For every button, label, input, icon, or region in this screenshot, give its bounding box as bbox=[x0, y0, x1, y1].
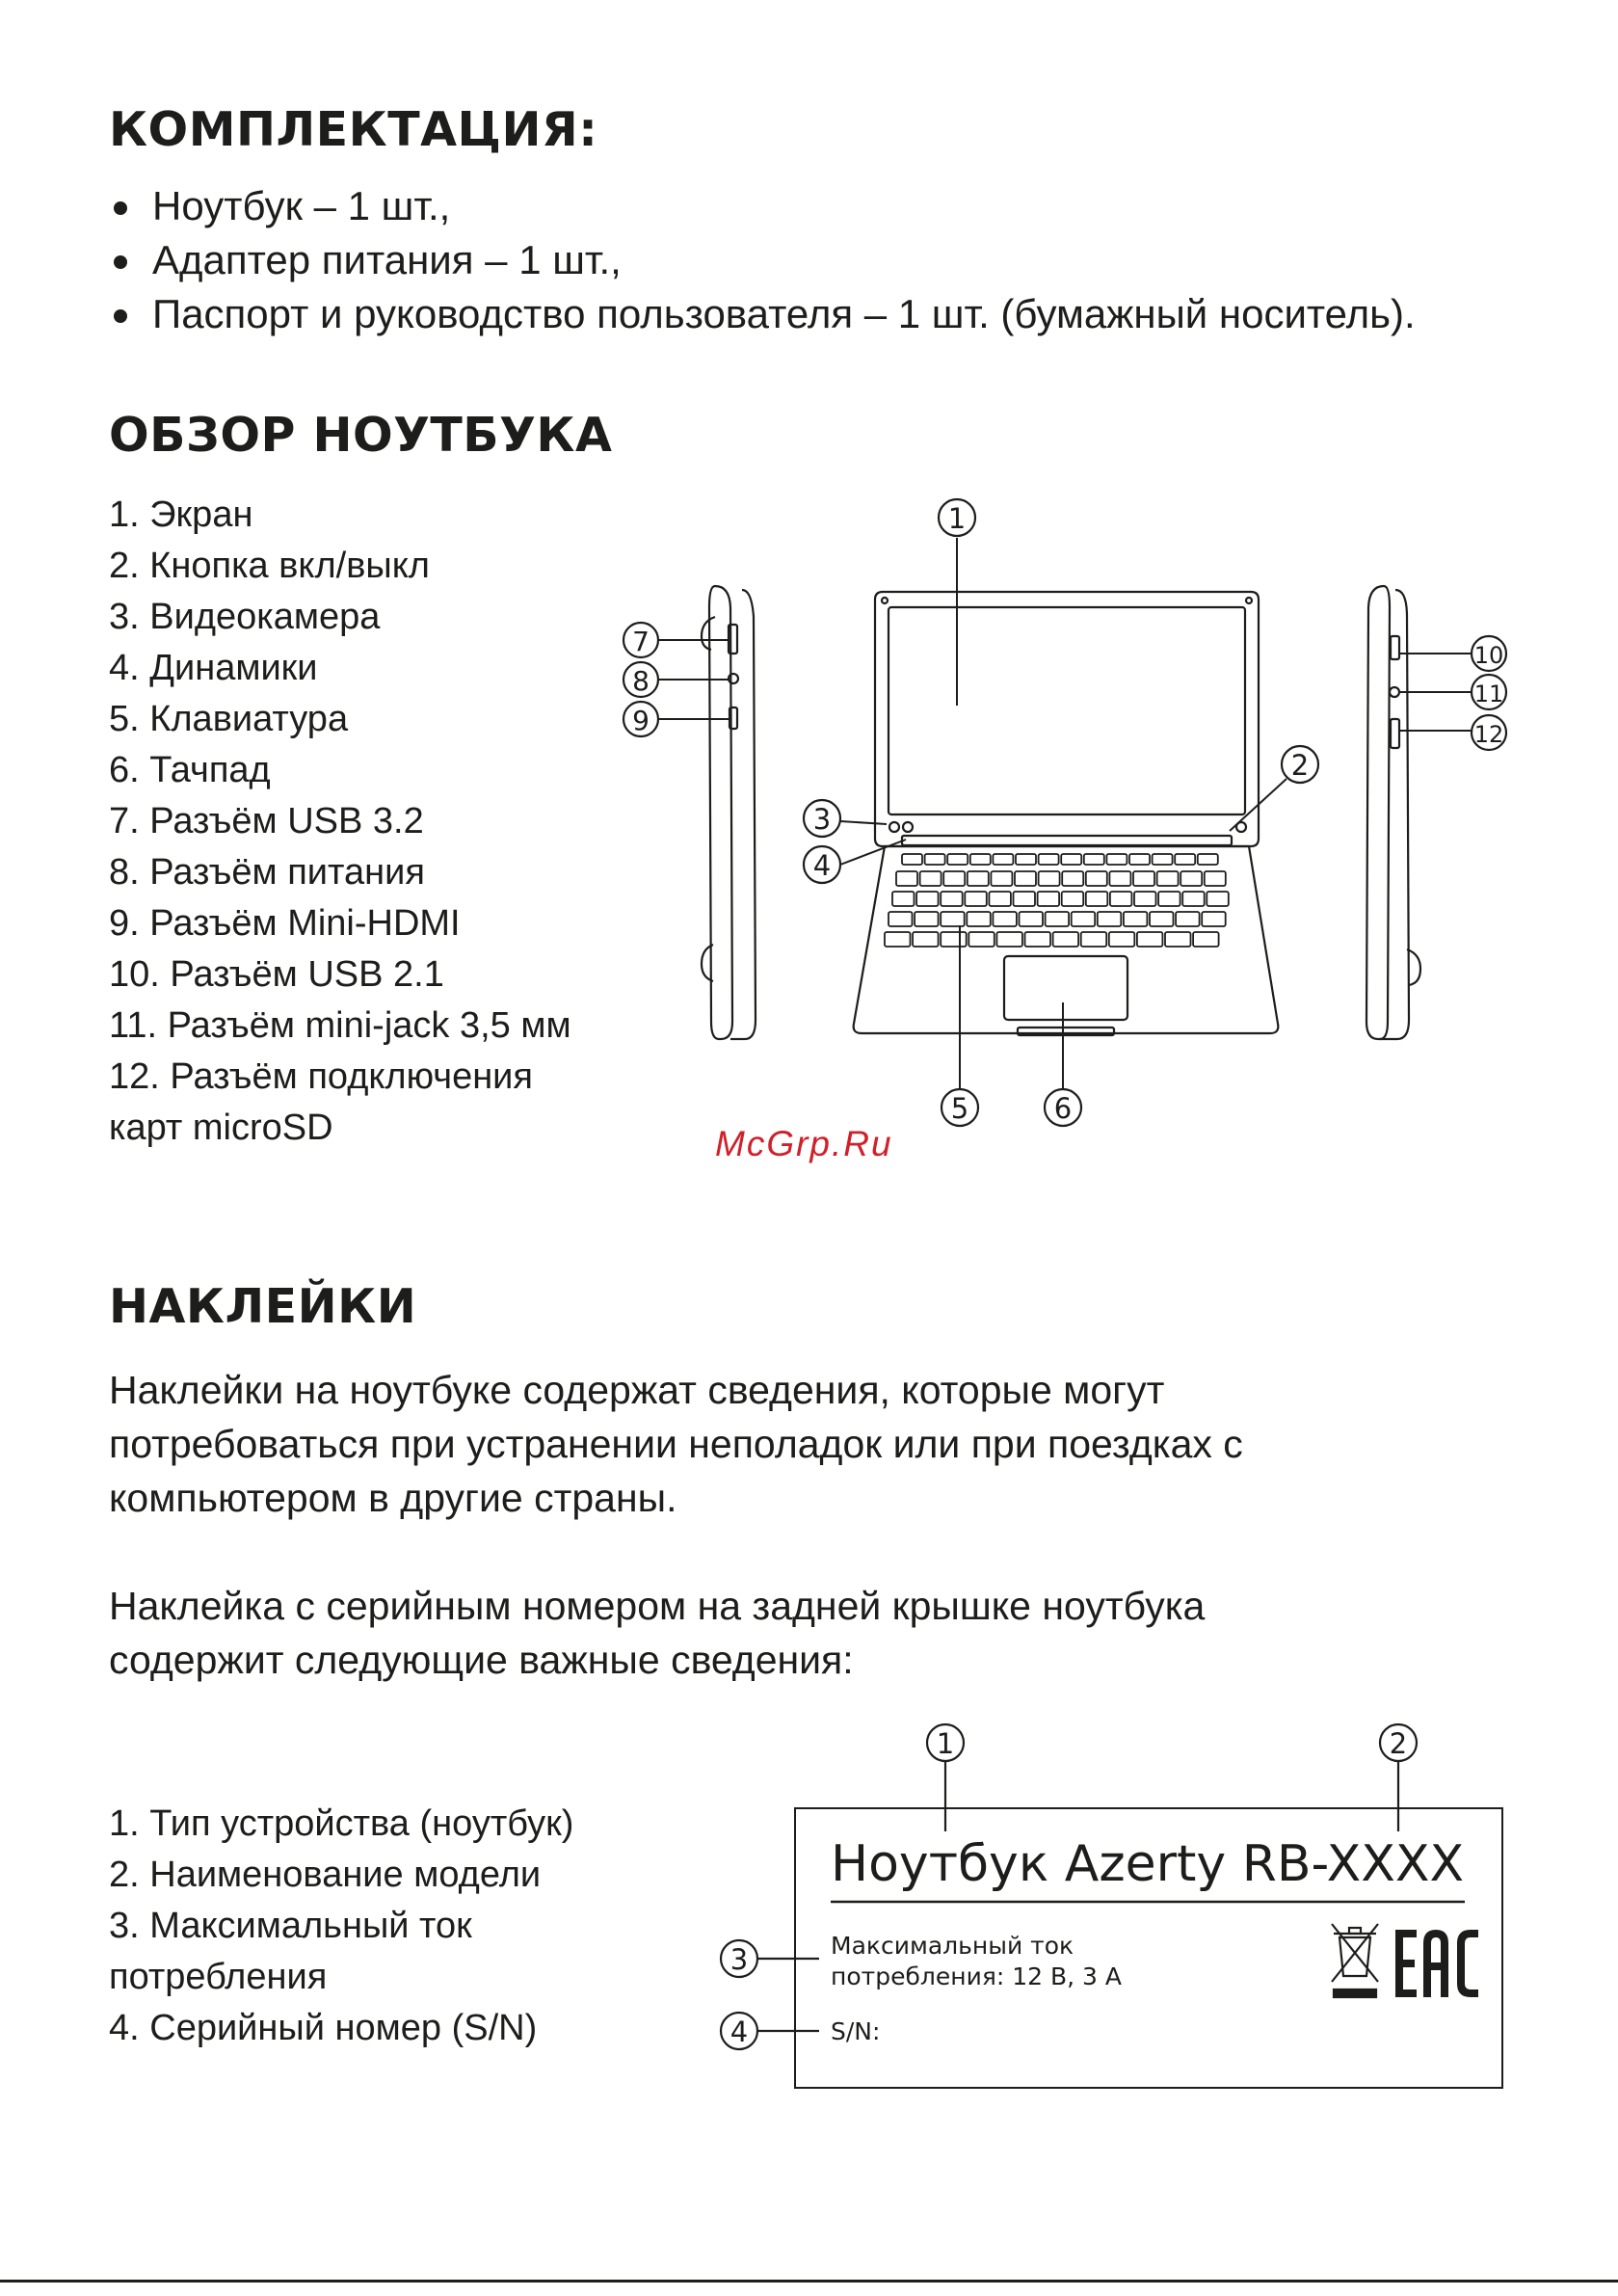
stickers-paragraph-1: Наклейки на ноутбуке содержат сведения, которые могут потребоваться при устранении неполадок или при поездках с компьютером в другие страны. bbox=[109, 1368, 1243, 1520]
keyboard-key bbox=[1039, 854, 1059, 865]
callout-1 bbox=[939, 499, 975, 536]
keyboard-key bbox=[968, 932, 995, 947]
list-item: 8. Разъём питания bbox=[109, 852, 425, 893]
callout-11 bbox=[1472, 675, 1506, 709]
keyboard-key bbox=[1165, 932, 1191, 947]
keyboard-key bbox=[993, 912, 1017, 926]
list-item: 3. Максимальный ток bbox=[109, 1906, 472, 1946]
label-current-line2: потребления: 12 В, 3 А bbox=[831, 1962, 1122, 1990]
keyboard-key bbox=[1205, 871, 1226, 886]
svg-text:4: 4 bbox=[729, 2016, 749, 2048]
svg-text:7: 7 bbox=[632, 626, 650, 657]
keyboard-key bbox=[1182, 892, 1205, 906]
keyboard-key bbox=[947, 854, 968, 865]
keyboard-key bbox=[1081, 932, 1107, 947]
callout-5 bbox=[942, 1089, 978, 1126]
keyboard-key bbox=[991, 871, 1012, 886]
keyboard-key bbox=[970, 854, 991, 865]
keyboard-key bbox=[1198, 854, 1218, 865]
keyboard-key bbox=[889, 912, 913, 926]
keyboard-key bbox=[1109, 871, 1130, 886]
bottom-rule bbox=[0, 2280, 1618, 2283]
list-item: 2. Наименование модели bbox=[109, 1855, 542, 1895]
keyboard-key bbox=[1062, 892, 1084, 906]
svg-text:11: 11 bbox=[1473, 681, 1504, 707]
svg-text:1: 1 bbox=[947, 502, 967, 535]
keyboard-key bbox=[1098, 912, 1122, 926]
keyboard-key bbox=[1020, 912, 1044, 926]
keyboard-key bbox=[1153, 854, 1173, 865]
svg-text:10: 10 bbox=[1473, 642, 1504, 669]
keyboard-key bbox=[1157, 871, 1179, 886]
section-title-overview: ОБЗОР НОУТБУКА bbox=[109, 408, 613, 463]
section-title-stickers: НАКЛЕЙКИ bbox=[109, 1279, 417, 1334]
stickers-paragraph-2: Наклейка с серийным номером на задней крышке ноутбука содержит следующие важные сведения: bbox=[109, 1584, 1206, 1682]
keyboard-key bbox=[915, 912, 939, 926]
keyboard-key bbox=[1025, 932, 1051, 947]
keyboard-key bbox=[941, 912, 965, 926]
keyboard-key bbox=[1124, 912, 1148, 926]
keyboard-key bbox=[1061, 854, 1081, 865]
keyboard-key bbox=[1016, 854, 1036, 865]
list-item: 1. Тип устройства (ноутбук) bbox=[109, 1803, 574, 1844]
list-item: Паспорт и руководство пользователя – 1 шт. (бумажный носитель). bbox=[109, 287, 1416, 341]
svg-text:1: 1 bbox=[936, 1727, 955, 1760]
list-item: 10. Разъём USB 2.1 bbox=[109, 954, 444, 995]
weee-bin-icon bbox=[1332, 1924, 1378, 1997]
keyboard bbox=[885, 854, 1229, 947]
list-item: потребления bbox=[109, 1957, 328, 1997]
list-item: карт microSD bbox=[109, 1108, 333, 1148]
list-item: Ноутбук – 1 шт., bbox=[109, 179, 1416, 233]
callout-9 bbox=[623, 702, 658, 736]
callout-12 bbox=[1472, 715, 1506, 750]
label-callout-3 bbox=[721, 1940, 757, 1977]
callout-2 bbox=[1282, 746, 1318, 783]
keyboard-key bbox=[1133, 871, 1154, 886]
keyboard-key bbox=[1202, 912, 1226, 926]
keyboard-key bbox=[1046, 912, 1070, 926]
keyboard-key bbox=[968, 871, 989, 886]
svg-text:3: 3 bbox=[729, 1943, 749, 1976]
list-item: 5. Клавиатура bbox=[109, 699, 349, 739]
svg-text:2: 2 bbox=[1389, 1727, 1408, 1760]
callout-3 bbox=[804, 800, 840, 837]
keyboard-key bbox=[1175, 854, 1195, 865]
keyboard-key bbox=[1039, 871, 1060, 886]
svg-text:2: 2 bbox=[1290, 749, 1310, 782]
keyboard-key bbox=[1038, 892, 1060, 906]
callouts bbox=[623, 499, 1506, 1126]
list-item: 3. Видеокамера bbox=[109, 597, 381, 637]
svg-text:5: 5 bbox=[950, 1092, 969, 1125]
callout-8 bbox=[623, 662, 658, 697]
laptop-screen bbox=[875, 592, 1259, 846]
svg-text:12: 12 bbox=[1473, 721, 1504, 748]
callout-4 bbox=[804, 846, 840, 883]
keyboard-key bbox=[1137, 932, 1163, 947]
keyboard-key bbox=[916, 892, 939, 906]
label-callout-2 bbox=[1380, 1724, 1417, 1761]
keyboard-key bbox=[1014, 892, 1036, 906]
keyboard-key bbox=[1086, 892, 1108, 906]
label-callout-4 bbox=[721, 2013, 757, 2049]
list-item: 4. Динамики bbox=[109, 648, 318, 688]
keyboard-key bbox=[1084, 854, 1104, 865]
keyboard-key bbox=[896, 871, 917, 886]
keyboard-key bbox=[925, 854, 945, 865]
callout-10 bbox=[1472, 636, 1506, 671]
keyboard-key bbox=[1110, 892, 1132, 906]
keyboard-key bbox=[993, 854, 1013, 865]
keyboard-key bbox=[1129, 854, 1150, 865]
svg-text:8: 8 bbox=[632, 665, 650, 697]
keyboard-key bbox=[1072, 912, 1096, 926]
keyboard-key bbox=[1109, 932, 1135, 947]
keyboard-key bbox=[1106, 854, 1127, 865]
keyboard-key bbox=[1158, 892, 1180, 906]
eac-mark-icon bbox=[1395, 1930, 1478, 1997]
keyboard-key bbox=[892, 892, 915, 906]
keyboard-key bbox=[1086, 871, 1107, 886]
keyboard-key bbox=[943, 871, 965, 886]
keyboard-key bbox=[965, 892, 987, 906]
callout-7 bbox=[623, 623, 658, 657]
keyboard-key bbox=[1053, 932, 1079, 947]
label-sn: S/N: bbox=[831, 2017, 881, 2045]
section-title-equipment: КОМПЛЕКТАЦИЯ: bbox=[109, 102, 598, 157]
keyboard-key bbox=[1150, 912, 1174, 926]
sticker-fields-list bbox=[109, 1799, 573, 2054]
keyboard-key bbox=[967, 912, 991, 926]
svg-text:9: 9 bbox=[632, 705, 650, 736]
keyboard-key bbox=[920, 871, 942, 886]
keyboard-key bbox=[1134, 892, 1156, 906]
list-item: Адаптер питания – 1 шт., bbox=[109, 233, 1416, 287]
keyboard-key bbox=[941, 932, 967, 947]
watermark: McGrp.Ru bbox=[715, 1124, 893, 1163]
keyboard-key bbox=[941, 892, 963, 906]
keyboard-key bbox=[1180, 871, 1202, 886]
svg-text:6: 6 bbox=[1053, 1092, 1073, 1125]
list-item: 6. Тачпад bbox=[109, 750, 271, 790]
keyboard-key bbox=[989, 892, 1011, 906]
keyboard-key bbox=[913, 932, 939, 947]
callout-6 bbox=[1045, 1089, 1081, 1126]
keyboard-key bbox=[1193, 932, 1219, 947]
keyboard-key bbox=[902, 854, 922, 865]
sticker-label-diagram bbox=[675, 1706, 1542, 2111]
keyboard-key bbox=[1207, 892, 1229, 906]
label-model-text: Ноутбук Azerty RB-XXXX bbox=[831, 1835, 1465, 1893]
keyboard-key bbox=[1015, 871, 1036, 886]
keyboard-key bbox=[996, 932, 1022, 947]
keyboard-key bbox=[1062, 871, 1083, 886]
label-current-line1: Максимальный ток bbox=[831, 1932, 1074, 1960]
label-callout-1 bbox=[927, 1724, 964, 1761]
list-item: 1. Экран bbox=[109, 494, 253, 535]
list-item: 2. Кнопка вкл/выкл bbox=[109, 546, 430, 586]
laptop-left-side bbox=[702, 586, 756, 1039]
list-item: 12. Разъём подключения bbox=[109, 1056, 533, 1097]
keyboard-key bbox=[1176, 912, 1200, 926]
list-item: 9. Разъём Mini-HDMI bbox=[109, 903, 461, 944]
list-item: 11. Разъём mini-jack 3,5 мм bbox=[109, 1005, 571, 1046]
list-item: 4. Серийный номер (S/N) bbox=[109, 2008, 538, 2048]
keyboard-key bbox=[885, 932, 911, 947]
svg-text:4: 4 bbox=[812, 849, 832, 882]
list-item: 7. Разъём USB 3.2 bbox=[109, 801, 424, 841]
svg-text:3: 3 bbox=[812, 803, 832, 836]
